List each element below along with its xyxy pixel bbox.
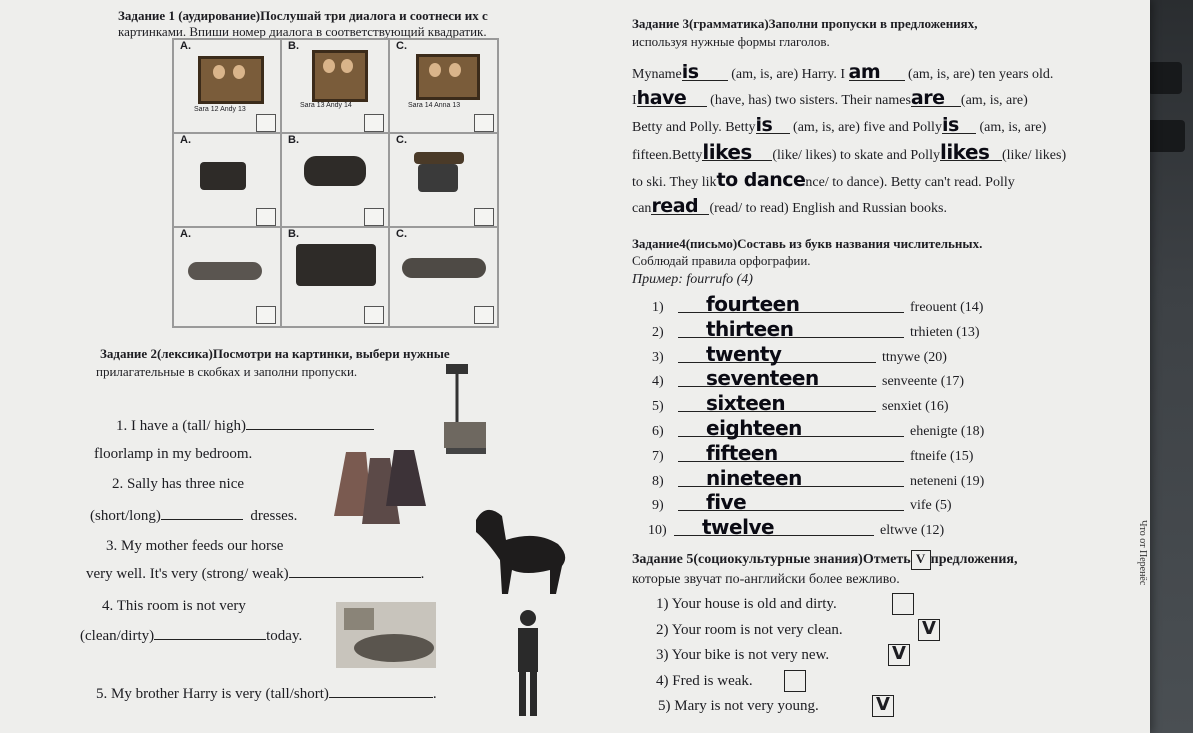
room-picture — [334, 600, 444, 672]
scrambled-clue: ftneife (15) — [910, 448, 974, 464]
answer-blank[interactable] — [289, 577, 421, 578]
task3-line-6: canread (read/ to read) English and Russian books. — [632, 195, 947, 217]
handwritten-answer[interactable]: is — [756, 117, 790, 134]
grid-cell-c3 — [389, 227, 498, 327]
numeral-row — [652, 316, 980, 341]
grid-cell-b1 — [281, 39, 389, 133]
sentence-text: 1) Your house is old and dirty. — [656, 596, 837, 612]
furniture-picture — [418, 164, 458, 192]
politeness-item — [656, 673, 753, 689]
answer-box[interactable] — [256, 114, 276, 132]
handwritten-answer[interactable]: is — [942, 117, 976, 134]
grid-cell-c1 — [389, 39, 498, 133]
answer-box[interactable] — [364, 306, 384, 324]
row-number: 3) — [652, 349, 664, 365]
grid-cell-a1 — [173, 39, 281, 133]
laptop-key — [1148, 62, 1182, 94]
answer-blank[interactable] — [246, 429, 374, 430]
photo-caption: Sara 13 Andy 14 — [300, 102, 352, 109]
horse-picture — [466, 500, 574, 596]
shoes-picture — [402, 258, 486, 278]
row-number: 7) — [652, 448, 664, 464]
scrambled-clue: senxiet (16) — [882, 399, 949, 415]
answer-box[interactable] — [474, 306, 494, 324]
photo-caption: Sara 12 Andy 13 — [194, 106, 246, 113]
handwritten-answer[interactable]: is — [682, 64, 728, 81]
answer-box[interactable] — [256, 208, 276, 226]
task2-item-2-cont: (short/long) dresses. — [90, 508, 298, 524]
checkbox[interactable]: V — [918, 619, 940, 641]
task5-title: Задание 5(социокультурные знания)Отметь V предложения, — [632, 550, 1017, 570]
handwritten-answer[interactable]: are — [911, 90, 961, 107]
numeral-row — [652, 366, 965, 391]
task4-example: Пример: fourrufo (4) — [632, 272, 753, 287]
grid-cell-b3 — [281, 227, 389, 327]
handwritten-answer[interactable]: twelve — [674, 519, 874, 536]
handwritten-answer[interactable]: thirteen — [678, 321, 904, 338]
shoes-picture — [188, 262, 262, 280]
numeral-row — [652, 416, 985, 440]
task2-item-1: 1. I have a (tall/ high) — [116, 418, 374, 434]
politeness-item — [658, 698, 819, 714]
sentence-text: 4) Fred is weak. — [656, 672, 753, 689]
cell-letter: B. — [288, 228, 299, 240]
grid-cell-b2 — [281, 133, 389, 227]
numeral-row — [652, 490, 952, 515]
task3-line-4: fifteen.Bettylikes (like/ likes) to skate and Pollylikes (like/ likes) — [632, 140, 1067, 164]
checkbox[interactable] — [784, 670, 806, 692]
task2-item-1-cont: floorlamp in my bedroom. — [94, 446, 253, 462]
sentence-text: 3) Your bike is not very new. — [656, 647, 830, 663]
scrambled-clue: vife (5) — [910, 498, 952, 514]
family-photo — [416, 54, 480, 100]
task2-item-4-cont: (clean/dirty) today. — [80, 628, 303, 644]
cell-letter: A. — [180, 40, 191, 52]
checkbox[interactable]: V — [872, 695, 894, 717]
handwritten-answer[interactable]: likes — [702, 144, 772, 161]
answer-blank[interactable] — [154, 639, 266, 640]
grid-cell-a3 — [173, 227, 281, 327]
row-number: 2) — [652, 324, 664, 340]
answer-box[interactable] — [256, 306, 276, 324]
cell-letter: B. — [288, 40, 299, 52]
grid-cell-a2 — [173, 133, 281, 227]
task3-line-1: Mynameis (am, is, are) Harry. I am (am, is, are) ten years old. — [632, 61, 1054, 83]
task3-line-5: to ski. They likto dancence/ to dance). Betty can't read. Polly — [632, 169, 1015, 191]
picture-grid — [172, 38, 499, 328]
answer-box[interactable] — [364, 208, 384, 226]
task3-title-line2: используя нужные формы глаголов. — [632, 34, 830, 49]
politeness-item — [656, 596, 837, 612]
numeral-row — [648, 515, 945, 540]
task2-item-2: 2. Sally has three nice — [112, 476, 245, 492]
row-number: 5) — [652, 399, 664, 415]
row-number: 10) — [648, 523, 667, 539]
row-number: 8) — [652, 473, 664, 489]
scrambled-clue: freouent (14) — [910, 300, 984, 315]
answer-blank[interactable] — [161, 519, 243, 520]
numeral-row — [652, 341, 947, 366]
handwritten-answer[interactable]: fifteen — [678, 445, 904, 462]
task5-title-line2: которые звучат по-английски более вежливо. — [632, 572, 900, 587]
task1-title: Задание 1 (аудирование)Послушай три диалога и соотнеси их с — [118, 8, 488, 23]
family-photo — [312, 50, 368, 102]
task2-item-3: 3. My mother feeds our horse — [106, 538, 284, 554]
dresses-picture — [326, 446, 436, 530]
row-number: 6) — [652, 424, 664, 439]
task3-title: Задание 3(грамматика)Заполни пропуски в предложениях, — [632, 16, 978, 31]
cell-letter: C. — [396, 134, 407, 146]
cell-letter: B. — [288, 134, 299, 146]
cell-letter: C. — [396, 40, 407, 52]
checkbox[interactable] — [892, 593, 914, 615]
man-picture — [510, 608, 546, 720]
politeness-item — [656, 622, 843, 638]
sentence-text: 2) Your room is not very clean. — [656, 621, 843, 638]
handwritten-answer[interactable]: read — [651, 198, 709, 215]
cell-letter: C. — [396, 228, 407, 240]
checkbox[interactable]: V — [888, 644, 910, 666]
scrambled-clue: neteneni (19) — [910, 473, 985, 489]
handwritten-answer[interactable]: five — [678, 494, 904, 511]
handwritten-answer[interactable]: likes — [940, 144, 1002, 161]
furniture-picture — [200, 162, 246, 190]
floorlamp-picture — [436, 362, 496, 458]
scrambled-clue: trhieten (13) — [910, 324, 980, 340]
task3-line-2: Ihave (have, has) two sisters. Their namesare (am, is, are) — [632, 87, 1028, 109]
task2-title: Задание 2(лексика)Посмотри на картинки, выбери нужные — [100, 346, 450, 361]
answer-box[interactable] — [364, 114, 384, 132]
row-number: 4) — [652, 374, 664, 390]
handwritten-answer[interactable]: nineteen — [678, 470, 904, 487]
sentence-text: 5) Mary is not very young. — [658, 698, 819, 714]
task2-title-line2: прилагательные в скобках и заполни пропуски. — [96, 364, 358, 379]
scrambled-clue: ttnywe (20) — [882, 349, 947, 365]
cell-letter: A. — [180, 134, 191, 146]
task4-title-line2: Соблюдай правила орфографии. — [632, 253, 811, 268]
politeness-item — [656, 647, 829, 663]
handwritten-answer[interactable]: have — [637, 90, 707, 107]
task2-item-5: 5. My brother Harry is very (tall/short) . — [96, 686, 437, 702]
numeral-row — [652, 292, 984, 316]
handwritten-answer[interactable]: sixteen — [678, 395, 876, 412]
handwritten-answer[interactable]: to dance — [716, 169, 806, 191]
answer-box[interactable] — [474, 114, 494, 132]
row-number: 1) — [652, 300, 664, 315]
row-number: 9) — [652, 498, 664, 514]
handwritten-answer[interactable]: fourteen — [678, 296, 904, 313]
answer-box[interactable] — [474, 208, 494, 226]
handwritten-answer[interactable]: eighteen — [678, 420, 904, 437]
task1-title-line2: картинками. Впиши номер диалога в соответствующий квадратик. — [118, 24, 487, 39]
task4-title: Задание4(письмо)Составь из букв названия числительных. — [632, 236, 983, 251]
furniture-picture — [304, 156, 366, 186]
scrambled-clue: ehenigte (18) — [910, 424, 985, 439]
answer-blank[interactable] — [329, 697, 433, 698]
family-photo — [198, 56, 264, 104]
box-picture — [296, 244, 376, 286]
numeral-row — [652, 465, 985, 490]
table-picture — [414, 152, 464, 164]
handwritten-answer[interactable]: am — [849, 64, 905, 81]
grid-cell-c2 — [389, 133, 498, 227]
task2-item-4: 4. This room is not very — [102, 598, 246, 614]
scrambled-clue: eltwve (12) — [880, 523, 945, 539]
handwritten-answer[interactable]: seventeen — [678, 370, 876, 387]
task2-item-3-cont: very well. It's very (strong/ weak) . — [86, 566, 425, 582]
numeral-row — [652, 391, 949, 416]
photo-caption: Sara 14 Anna 13 — [408, 102, 461, 109]
handwritten-answer[interactable]: twenty — [678, 346, 876, 363]
scrambled-clue: senveente (17) — [882, 374, 965, 390]
side-fragment-text: Что от Перенёс — [1137, 520, 1148, 586]
task3-line-3: Betty and Polly. Bettyis (am, is, are) five and Pollyis (am, is, are) — [632, 114, 1047, 136]
cell-letter: A. — [180, 228, 191, 240]
numeral-row — [652, 440, 974, 465]
